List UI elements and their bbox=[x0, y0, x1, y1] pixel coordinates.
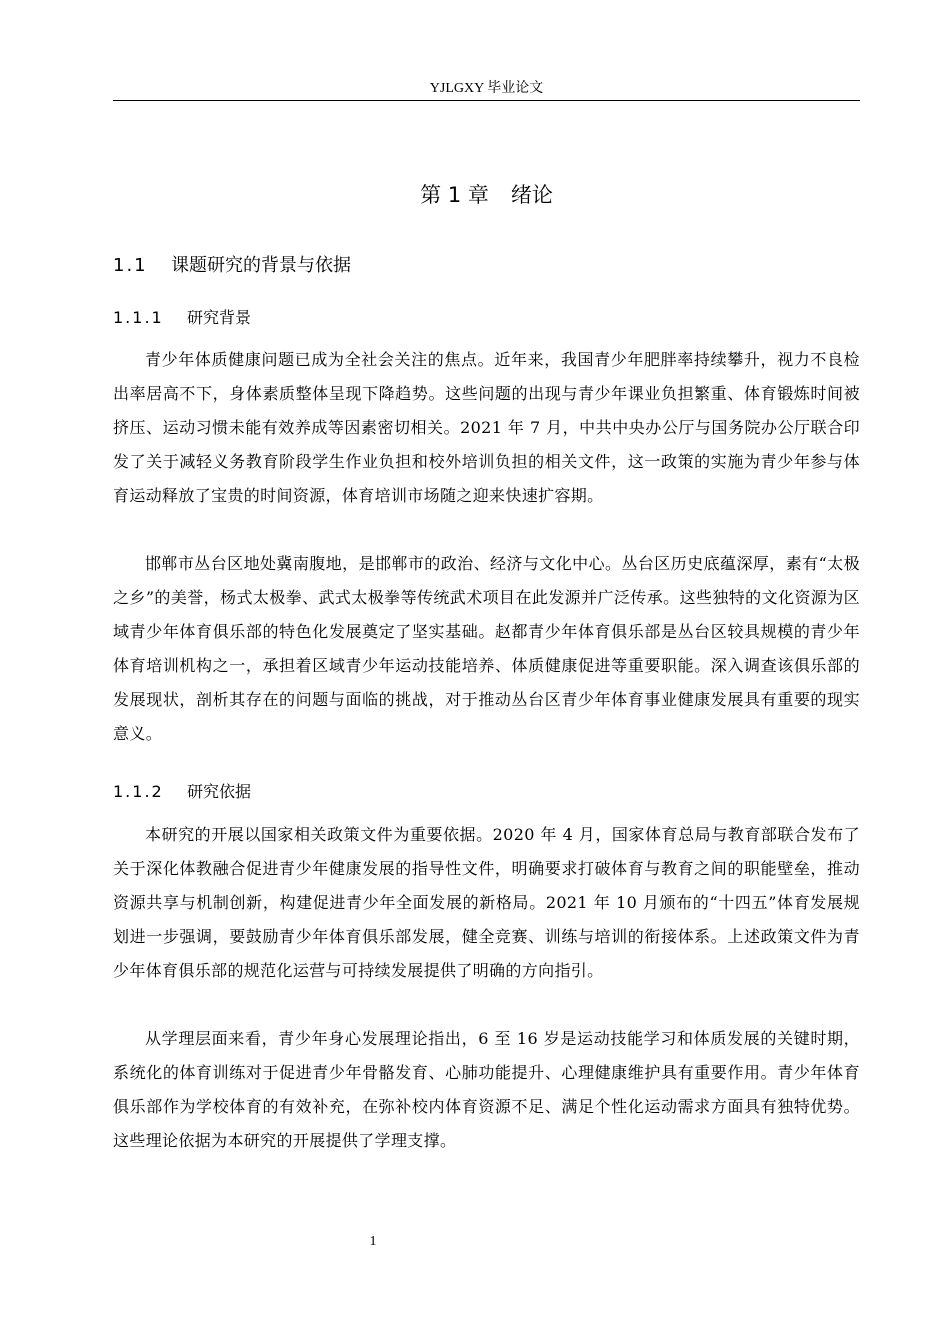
paragraph-basis-2: 从学理层面来看，青少年身心发展理论指出，6 至 16 岁是运动技能学习和体质发展的关键时期，系统化的体育训练对于促进青少年骨骼发育、心肺功能提升、心理健康维护具有重要作用。青少年体育俱乐部作为学校体育的有效补充，在弥补校内体育资源不足、满足个性化运动需求方面具有独特优势。这些理论依据为本研究的开展提供了学理支撑。 bbox=[113, 1029, 860, 1150]
section-title: 课题研究的背景与依据 bbox=[171, 255, 351, 276]
section-heading-1-1 bbox=[113, 252, 351, 280]
subsection-title: 研究背景 bbox=[187, 308, 252, 327]
section-number: 1.1 bbox=[113, 255, 148, 276]
paragraph-background-2: 邯郸市丛台区地处冀南腹地，是邯郸市的政治、经济与文化中心。丛台区历史底蕴深厚，素有“太极之乡”的美誉，杨式太极拳、武式太极拳等传统武术项目在此发源并广泛传承。这些独特的文化资源为区域青少年体育俱乐部的特色化发展奠定了坚实基础。赵都青少年体育俱乐部是丛台区较具规模的青少年体育培训机构之一，承担着区域青少年运动技能培养、体质健康促进等重要职能。深入调查该俱乐部的发展现状，剖析其存在的问题与面临的挑战，对于推动丛台区青少年体育事业健康发展具有重要的现实意义。 bbox=[113, 554, 860, 743]
subsection-number: 1.1.2 bbox=[113, 782, 164, 801]
subsection-number: 1.1.1 bbox=[113, 308, 164, 327]
chapter-number: 第 1 章 bbox=[420, 183, 489, 207]
subsection-title: 研究依据 bbox=[187, 782, 252, 801]
section-heading-1-1-1 bbox=[113, 305, 251, 331]
chapter-name: 绪论 bbox=[510, 183, 553, 207]
paragraph-background-1: 青少年体质健康问题已成为全社会关注的焦点。近年来，我国青少年肥胖率持续攀升，视力不良检出率居高不下，身体素质整体呈现下降趋势。这些问题的出现与青少年课业负担繁重、体育锻炼时间被挤压、运动习惯未能有效养成等因素密切相关。2021 年 7 月，中共中央办公厅与国务院办公厅联合印发了关于减轻义务教育阶段学生作业负担和校外培训负担的相关文件，这一政策的实施为青少年参与体育运动释放了宝贵的时间资源，体育培训市场随之迎来快速扩容期。 bbox=[113, 350, 860, 505]
page-number: 1 bbox=[369, 1234, 377, 1249]
section-heading-1-1-2 bbox=[113, 779, 251, 805]
paragraph-basis-1: 本研究的开展以国家相关政策文件为重要依据。2020 年 4 月，国家体育总局与教育部联合发布了关于深化体教融合促进青少年健康发展的指导性文件，明确要求打破体育与教育之间的职能壁垒，推动资源共享与机制创新，构建促进青少年全面发展的新格局。2021 年 10 月颁布的“十四五”体育发展规划进一步强调，要鼓励青少年体育俱乐部发展，健全竞赛、训练与培训的衔接体系。上述政策文件为青少年体育俱乐部的规范化运营与可持续发展提供了明确的方向指引。 bbox=[113, 825, 860, 980]
header-rule bbox=[113, 100, 860, 101]
page-header: YJLGXY 毕业论文 bbox=[429, 81, 544, 96]
chapter-title bbox=[113, 178, 860, 212]
